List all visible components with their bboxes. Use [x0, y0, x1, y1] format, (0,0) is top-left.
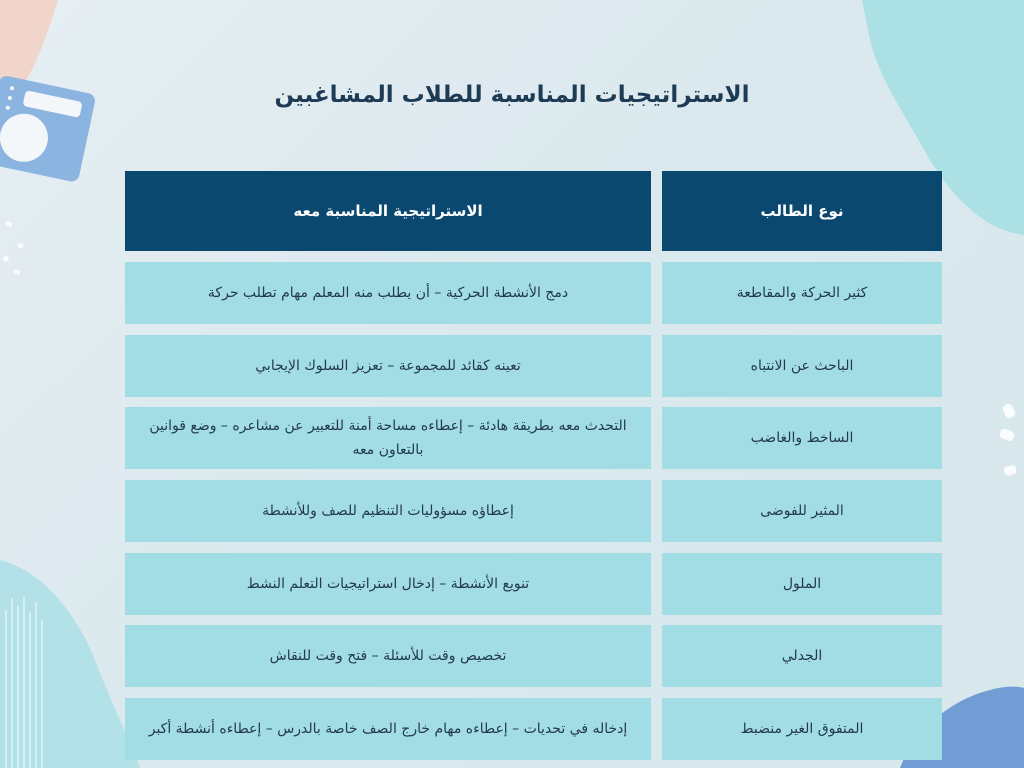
page-title: الاستراتيجيات المناسبة للطلاب المشاغبين: [274, 82, 750, 108]
student-type-cell: كثير الحركة والمقاطعة: [662, 262, 942, 324]
student-type-cell: الملول: [662, 553, 942, 615]
table-row: [125, 698, 942, 760]
strategy-cell: تنويع الأنشطة – إدخال استراتيجيات التعلم النشط: [125, 553, 651, 615]
student-type-cell: الساخط والغاضب: [662, 407, 942, 469]
decorative-lines: [6, 596, 42, 768]
table-row: [125, 480, 942, 542]
teal-blob-bottom-left: [0, 560, 140, 768]
strategy-cell: تعينه كقائد للمجموعة – تعزيز السلوك الإيجابي: [125, 335, 651, 397]
student-type-cell: الجدلي: [662, 625, 942, 687]
header-strategy: الاستراتيجية المناسبة معه: [125, 171, 651, 251]
table-header-row: [125, 171, 942, 251]
strategies-table: [125, 171, 942, 768]
student-type-cell: المثير للفوضى: [662, 480, 942, 542]
strategy-cell: دمج الأنشطة الحركية – أن يطلب منه المعلم مهام تطلب حركة: [125, 262, 651, 324]
table-row: [125, 553, 942, 615]
confetti-left: [2, 221, 23, 275]
table-row: [125, 407, 942, 469]
table-row: [125, 335, 942, 397]
student-type-cell: المتفوق الغير منضبط: [662, 698, 942, 760]
confetti-right: [999, 403, 1017, 477]
strategy-cell: إعطاؤه مسؤوليات التنظيم للصف وللأنشطة: [125, 480, 651, 542]
strategy-cell: تخصيص وقت للأسئلة – فتح وقت للنقاش: [125, 625, 651, 687]
header-student-type: نوع الطالب: [662, 171, 942, 251]
student-type-cell: الباحث عن الانتباه: [662, 335, 942, 397]
strategy-cell: إدخاله في تحديات – إعطاءه مهام خارج الصف خاصة بالدرس – إعطاءه أنشطة أكبر: [125, 698, 651, 760]
strategy-cell: التحدث معه بطريقة هادئة – إعطاءه مساحة أمنة للتعبير عن مشاعره – وضع قوانين بالتعاون معه: [125, 407, 651, 469]
table-row: [125, 625, 942, 687]
table-row: [125, 262, 942, 324]
